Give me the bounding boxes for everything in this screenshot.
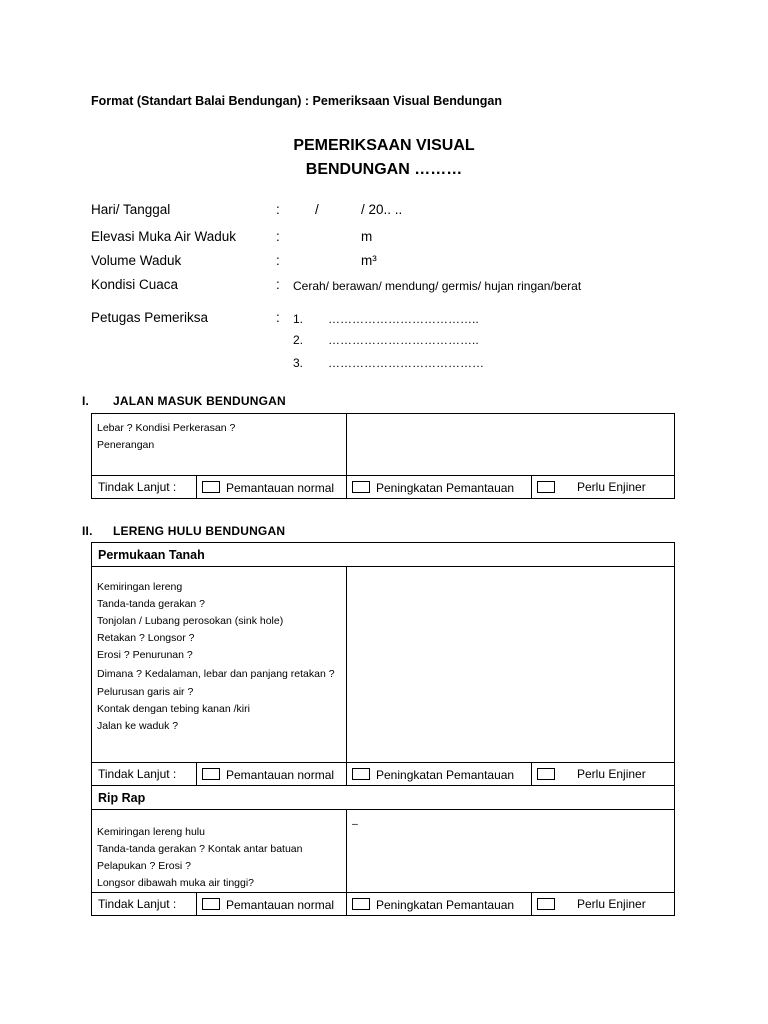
elevation-unit: m [361, 229, 373, 244]
normal-monitoring-checkbox[interactable] [202, 898, 220, 910]
list-item: Retakan ? Longsor ? [97, 632, 195, 644]
volume-label: Volume Waduk [91, 253, 182, 268]
list-item: Erosi ? Penurunan ? [97, 649, 193, 661]
normal-monitoring-checkbox[interactable] [202, 481, 220, 493]
list-item: Jalan ke waduk ? [97, 720, 179, 732]
document-header: Format (Standart Balai Bendungan) : Pemeriksaan Visual Bendungan [91, 94, 502, 108]
date-label: Hari/ Tanggal [91, 202, 171, 217]
section2-table [91, 542, 675, 916]
action-row [92, 763, 675, 786]
list-item: Pelurusan garis air ? [97, 686, 194, 698]
volume-colon: : [276, 253, 280, 268]
increased-monitoring-checkbox[interactable] [352, 898, 370, 910]
inspector-dots: ………………………………… [328, 356, 484, 370]
engineer-needed-checkbox[interactable] [537, 768, 555, 780]
elevation-label: Elevasi Muka Air Waduk [91, 229, 237, 244]
section2-number: II. [82, 524, 93, 538]
action-row [92, 893, 675, 916]
inspector-dots: ……………………………….. [328, 333, 479, 347]
list-item: Dimana ? Kedalaman, lebar dan panjang retakan ? [97, 668, 335, 680]
action-label: Tindak Lanjut : [92, 476, 197, 499]
list-item: Pelapukan ? Erosi ? [97, 860, 191, 872]
inspector-num: 3. [293, 356, 304, 370]
list-item: Lebar ? Kondisi Perkerasan ? [97, 422, 236, 434]
increased-monitoring-label: Peningkatan Pemantauan [376, 480, 515, 495]
list-item: Kemiringan lereng hulu [97, 826, 205, 838]
normal-monitoring-checkbox[interactable] [202, 768, 220, 780]
increased-monitoring-label: Peningkatan Pemantauan [376, 897, 515, 912]
list-item: Penerangan [97, 439, 155, 451]
increased-monitoring-label: Peningkatan Pemantauan [376, 767, 515, 782]
engineer-needed-label: Perlu Enjiner [577, 480, 646, 495]
section1-number: I. [82, 394, 90, 408]
subsection-riprap-title: Rip Rap [92, 786, 675, 810]
subsection-surface-title: Permukaan Tanah [92, 543, 675, 567]
action-label: Tindak Lanjut : [92, 893, 197, 916]
inspector-dots: ……………………………….. [328, 312, 479, 326]
action-row [92, 476, 675, 499]
weather-label: Kondisi Cuaca [91, 277, 179, 292]
section1-questions [92, 414, 347, 476]
surface-notes-cell[interactable] [347, 567, 675, 763]
surface-questions [92, 567, 347, 763]
riprap-notes-cell[interactable] [347, 810, 675, 893]
date-slash: / [315, 202, 319, 217]
inspector-label: Petugas Pemeriksa [91, 310, 209, 325]
date-colon: : [276, 202, 280, 217]
form-title-line1: PEMERIKSAAN VISUAL [293, 137, 475, 154]
form-title-line2: BENDUNGAN ……… [305, 161, 463, 178]
section2-title: LERENG HULU BENDUNGAN [113, 524, 286, 538]
inspector-colon: : [276, 310, 280, 325]
volume-unit: m³ [361, 253, 377, 268]
section1-table [91, 413, 675, 499]
increased-monitoring-checkbox[interactable] [352, 481, 370, 493]
list-item: Kemiringan lereng [97, 581, 183, 593]
engineer-needed-label: Perlu Enjiner [577, 767, 646, 782]
normal-monitoring-label: Pemantauan normal [226, 897, 335, 912]
section1-title: JALAN MASUK BENDUNGAN [113, 394, 286, 408]
list-item: Tonjolan / Lubang perosokan (sink hole) [97, 615, 284, 627]
engineer-needed-checkbox[interactable] [537, 481, 555, 493]
inspector-num: 1. [293, 312, 304, 326]
action-label: Tindak Lanjut : [92, 763, 197, 786]
elevation-colon: : [276, 229, 280, 244]
weather-options: Cerah/ berawan/ mendung/ germis/ hujan ringan/berat [293, 279, 582, 293]
riprap-questions [92, 810, 347, 893]
section1-notes-cell[interactable] [347, 414, 675, 476]
engineer-needed-label: Perlu Enjiner [577, 897, 646, 912]
engineer-needed-checkbox[interactable] [537, 898, 555, 910]
increased-monitoring-checkbox[interactable] [352, 768, 370, 780]
date-year: / 20.. .. [361, 202, 403, 217]
weather-colon: : [276, 277, 280, 292]
list-item: Kontak dengan tebing kanan /kiri [97, 703, 250, 715]
list-item: Tanda-tanda gerakan ? [97, 598, 205, 610]
list-item: Tanda-tanda gerakan ? Kontak antar batuan [97, 843, 303, 855]
riprap-note-mark: – [352, 818, 358, 830]
list-item: Longsor dibawah muka air tinggi? [97, 877, 255, 889]
normal-monitoring-label: Pemantauan normal [226, 767, 335, 782]
normal-monitoring-label: Pemantauan normal [226, 480, 335, 495]
inspector-num: 2. [293, 333, 304, 347]
